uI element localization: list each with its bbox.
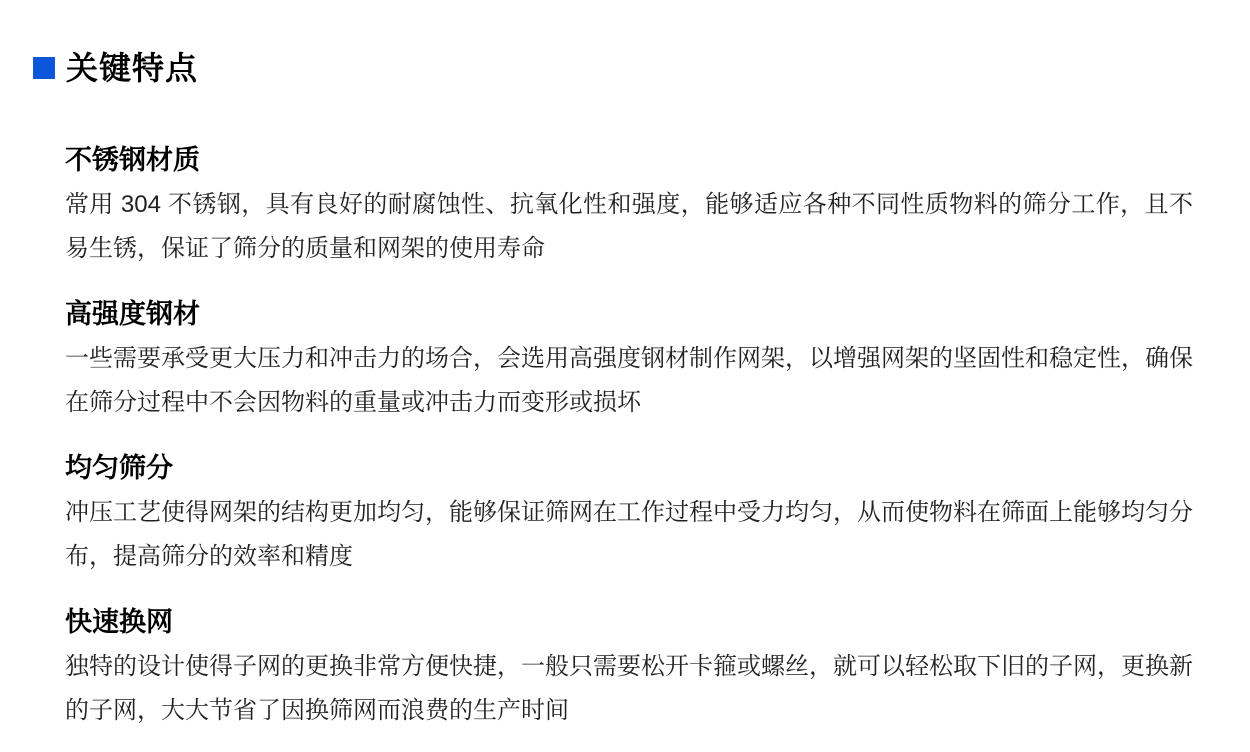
section-heading: 不锈钢材质 bbox=[65, 144, 200, 175]
feature-section-stainless-steel bbox=[65, 142, 1193, 271]
section-heading: 高强度钢材 bbox=[65, 298, 200, 329]
section-body: 常用 304 不锈钢，具有良好的耐腐蚀性、抗氧化性和强度，能够适应各种不同性质物料的筛分工作，且不易生锈，保证了筛分的质量和网架的使用寿命 bbox=[65, 190, 1193, 262]
section-heading: 均匀筛分 bbox=[65, 452, 173, 483]
title-bullet-square-icon bbox=[33, 57, 55, 79]
feature-section-high-strength-steel bbox=[65, 296, 1193, 425]
page-title-row bbox=[33, 26, 1250, 111]
section-body: 独特的设计使得子网的更换非常方便快捷，一般只需要松开卡箍或螺丝，就可以轻松取下旧的子网，更换新的子网，大大节省了因换筛网而浪费的生产时间 bbox=[65, 652, 1193, 724]
section-heading: 快速换网 bbox=[65, 606, 173, 637]
page-title: 关键特点 bbox=[66, 50, 199, 87]
feature-section-uniform-screening bbox=[65, 450, 1193, 579]
feature-section-quick-mesh-change bbox=[65, 604, 1193, 733]
features-content bbox=[65, 142, 1193, 733]
section-body: 一些需要承受更大压力和冲击力的场合，会选用高强度钢材制作网架，以增强网架的坚固性和稳定性，确保在筛分过程中不会因物料的重量或冲击力而变形或损坏 bbox=[65, 344, 1193, 416]
section-body: 冲压工艺使得网架的结构更加均匀，能够保证筛网在工作过程中受力均匀，从而使物料在筛面上能够均匀分布，提高筛分的效率和精度 bbox=[65, 498, 1193, 570]
